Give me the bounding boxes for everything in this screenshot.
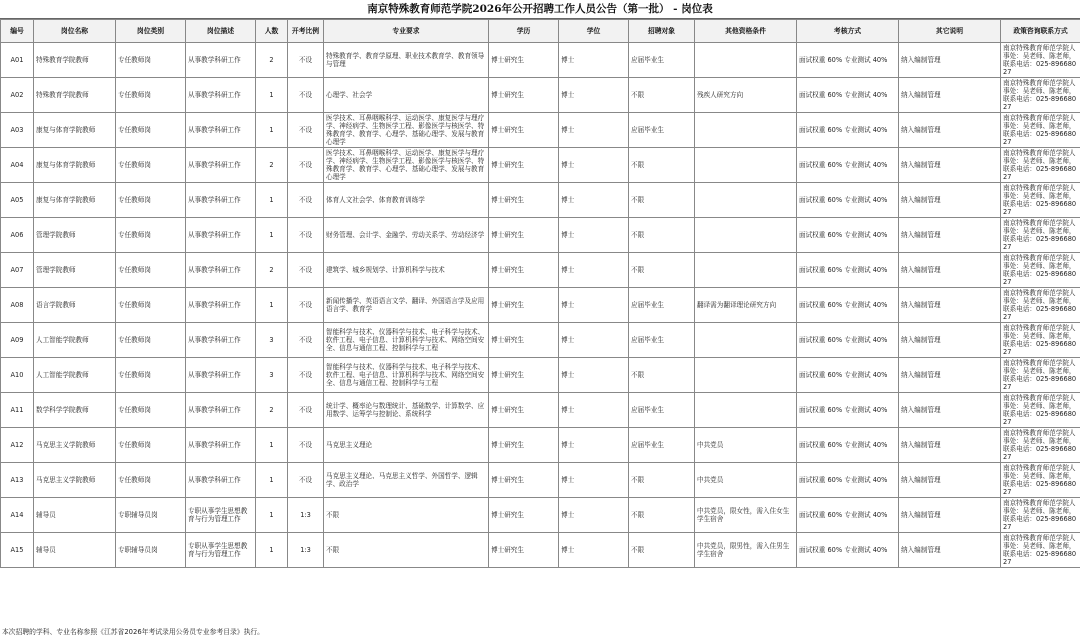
position-description-cell: 从事教学科研工作 [186, 358, 256, 393]
recruit-target-cell: 不限 [629, 533, 695, 568]
column-header: 编号 [1, 20, 34, 43]
assessment-method-cell: 面试权重 60% 专业测试 40% [797, 323, 899, 358]
table-row [1, 183, 1080, 218]
position-name-cell: 特殊教育学院教师 [34, 78, 116, 113]
exam-ratio-cell: 不设 [288, 183, 324, 218]
degree-cell: 博士 [559, 358, 629, 393]
position-category-cell: 专任教师岗 [116, 183, 186, 218]
assessment-method-cell: 面试权重 60% 专业测试 40% [797, 183, 899, 218]
exam-ratio-cell: 1:3 [288, 533, 324, 568]
headcount-cell: 1 [256, 463, 288, 498]
table-row [1, 428, 1080, 463]
major-requirement-cell: 医学技术、耳鼻咽喉科学、运动医学、康复医学与理疗学、神经病学、生物医学工程、影像医学与核医学、特殊教育学、教育学、心理学、基础心理学、发展与教育心理学 [324, 148, 489, 183]
contact-cell: 南京特殊教育师范学院人事处：吴老师、陈老师，联系电话：025-89668027 [1001, 148, 1080, 183]
degree-cell: 博士 [559, 253, 629, 288]
education-cell: 博士研究生 [489, 218, 559, 253]
recruit-target-cell: 不限 [629, 253, 695, 288]
other-note-cell: 纳入编制管理 [899, 288, 1001, 323]
position-name-cell: 人工智能学院教师 [34, 323, 116, 358]
position-category-cell: 专任教师岗 [116, 253, 186, 288]
position-category-cell: 专任教师岗 [116, 43, 186, 78]
major-requirement-cell: 统计学、概率论与数理统计、基础数学、计算数学、应用数学、运筹学与控制论、系统科学 [324, 393, 489, 428]
position-description-cell: 从事教学科研工作 [186, 428, 256, 463]
position-description-cell: 从事教学科研工作 [186, 78, 256, 113]
education-cell: 博士研究生 [489, 78, 559, 113]
other-requirement-cell: 中共党员，限男性，需入住男生学生宿舍 [695, 533, 797, 568]
column-header: 岗位描述 [186, 20, 256, 43]
position-name-cell: 辅导员 [34, 498, 116, 533]
table-row [1, 218, 1080, 253]
position-category-cell: 专任教师岗 [116, 288, 186, 323]
headcount-cell: 1 [256, 533, 288, 568]
position-name-cell: 管理学院教师 [34, 218, 116, 253]
recruit-target-cell: 不限 [629, 148, 695, 183]
code-cell: A01 [1, 43, 34, 78]
position-description-cell: 从事教学科研工作 [186, 148, 256, 183]
assessment-method-cell: 面试权重 60% 专业测试 40% [797, 533, 899, 568]
table-row [1, 393, 1080, 428]
other-requirement-cell [695, 43, 797, 78]
other-requirement-cell [695, 253, 797, 288]
other-requirement-cell: 中共党员，限女性，需入住女生学生宿舍 [695, 498, 797, 533]
code-cell: A11 [1, 393, 34, 428]
education-cell: 博士研究生 [489, 463, 559, 498]
recruit-target-cell: 应届毕业生 [629, 393, 695, 428]
table-row [1, 323, 1080, 358]
position-category-cell: 专任教师岗 [116, 323, 186, 358]
column-header: 考核方式 [797, 20, 899, 43]
column-header: 其他资格条件 [695, 20, 797, 43]
headcount-cell: 1 [256, 498, 288, 533]
code-cell: A14 [1, 498, 34, 533]
position-description-cell: 从事教学科研工作 [186, 113, 256, 148]
other-requirement-cell: 残疾人研究方向 [695, 78, 797, 113]
other-note-cell: 纳入编制管理 [899, 218, 1001, 253]
headcount-cell: 1 [256, 428, 288, 463]
contact-cell: 南京特殊教育师范学院人事处：吴老师、陈老师，联系电话：025-89668027 [1001, 393, 1080, 428]
code-cell: A12 [1, 428, 34, 463]
education-cell: 博士研究生 [489, 393, 559, 428]
recruit-target-cell: 应届毕业生 [629, 428, 695, 463]
major-requirement-cell: 心理学、社会学 [324, 78, 489, 113]
column-header: 人数 [256, 20, 288, 43]
major-requirement-cell: 智能科学与技术、仪器科学与技术、电子科学与技术、软件工程、电子信息、计算机科学与技术、网络空间安全、信息与通信工程、控制科学与工程 [324, 358, 489, 393]
position-category-cell: 专任教师岗 [116, 113, 186, 148]
position-name-cell: 辅导员 [34, 533, 116, 568]
code-cell: A13 [1, 463, 34, 498]
major-requirement-cell: 建筑学、城乡规划学、计算机科学与技术 [324, 253, 489, 288]
other-note-cell: 纳入编制管理 [899, 323, 1001, 358]
assessment-method-cell: 面试权重 60% 专业测试 40% [797, 78, 899, 113]
other-requirement-cell [695, 358, 797, 393]
exam-ratio-cell: 不设 [288, 113, 324, 148]
position-name-cell: 康复与体育学院教师 [34, 148, 116, 183]
position-description-cell: 从事教学科研工作 [186, 323, 256, 358]
recruit-target-cell: 不限 [629, 498, 695, 533]
degree-cell: 博士 [559, 428, 629, 463]
headcount-cell: 3 [256, 323, 288, 358]
exam-ratio-cell: 不设 [288, 218, 324, 253]
position-description-cell: 从事教学科研工作 [186, 183, 256, 218]
position-name-cell: 管理学院教师 [34, 253, 116, 288]
exam-ratio-cell: 1:3 [288, 498, 324, 533]
exam-ratio-cell: 不设 [288, 253, 324, 288]
position-category-cell: 专任教师岗 [116, 358, 186, 393]
headcount-cell: 1 [256, 78, 288, 113]
exam-ratio-cell: 不设 [288, 393, 324, 428]
code-cell: A04 [1, 148, 34, 183]
position-description-cell: 从事教学科研工作 [186, 218, 256, 253]
other-requirement-cell [695, 148, 797, 183]
exam-ratio-cell: 不设 [288, 43, 324, 78]
degree-cell: 博士 [559, 113, 629, 148]
column-header: 岗位类别 [116, 20, 186, 43]
other-note-cell: 纳入编制管理 [899, 253, 1001, 288]
position-category-cell: 专职辅导员岗 [116, 498, 186, 533]
position-name-cell: 人工智能学院教师 [34, 358, 116, 393]
major-requirement-cell: 马克思主义理论、马克思主义哲学、外国哲学、逻辑学、政治学 [324, 463, 489, 498]
column-header: 学历 [489, 20, 559, 43]
contact-cell: 南京特殊教育师范学院人事处：吴老师、陈老师，联系电话：025-89668027 [1001, 43, 1080, 78]
headcount-cell: 2 [256, 393, 288, 428]
contact-cell: 南京特殊教育师范学院人事处：吴老师、陈老师，联系电话：025-89668027 [1001, 183, 1080, 218]
other-note-cell: 纳入编制管理 [899, 463, 1001, 498]
assessment-method-cell: 面试权重 60% 专业测试 40% [797, 463, 899, 498]
contact-cell: 南京特殊教育师范学院人事处：吴老师、陈老师，联系电话：025-89668027 [1001, 428, 1080, 463]
headcount-cell: 2 [256, 148, 288, 183]
headcount-cell: 2 [256, 43, 288, 78]
position-description-cell: 从事教学科研工作 [186, 288, 256, 323]
contact-cell: 南京特殊教育师范学院人事处：吴老师、陈老师，联系电话：025-89668027 [1001, 498, 1080, 533]
assessment-method-cell: 面试权重 60% 专业测试 40% [797, 358, 899, 393]
assessment-method-cell: 面试权重 60% 专业测试 40% [797, 288, 899, 323]
assessment-method-cell: 面试权重 60% 专业测试 40% [797, 253, 899, 288]
table-row [1, 148, 1080, 183]
other-note-cell: 纳入编制管理 [899, 78, 1001, 113]
education-cell: 博士研究生 [489, 253, 559, 288]
degree-cell: 博士 [559, 43, 629, 78]
major-requirement-cell: 新闻传播学、英语语言文学、翻译、外国语言学及应用语言学、教育学 [324, 288, 489, 323]
exam-ratio-cell: 不设 [288, 428, 324, 463]
other-note-cell: 纳入编制管理 [899, 498, 1001, 533]
footnote: 本次招聘的学科、专业名称参照《江苏省2026年考试录用公务员专业参考目录》执行。 [2, 628, 264, 636]
recruit-target-cell: 不限 [629, 463, 695, 498]
degree-cell: 博士 [559, 323, 629, 358]
positions-table [0, 19, 1080, 568]
position-name-cell: 特殊教育学院教师 [34, 43, 116, 78]
code-cell: A02 [1, 78, 34, 113]
major-requirement-cell: 不限 [324, 498, 489, 533]
column-header: 政策咨询联系方式 [1001, 20, 1080, 43]
position-name-cell: 康复与体育学院教师 [34, 113, 116, 148]
education-cell: 博士研究生 [489, 358, 559, 393]
assessment-method-cell: 面试权重 60% 专业测试 40% [797, 498, 899, 533]
recruit-target-cell: 应届毕业生 [629, 43, 695, 78]
education-cell: 博士研究生 [489, 288, 559, 323]
other-requirement-cell [695, 113, 797, 148]
assessment-method-cell: 面试权重 60% 专业测试 40% [797, 43, 899, 78]
position-category-cell: 专任教师岗 [116, 393, 186, 428]
education-cell: 博士研究生 [489, 148, 559, 183]
position-description-cell: 从事教学科研工作 [186, 253, 256, 288]
exam-ratio-cell: 不设 [288, 78, 324, 113]
education-cell: 博士研究生 [489, 113, 559, 148]
other-requirement-cell [695, 218, 797, 253]
position-description-cell: 从事教学科研工作 [186, 463, 256, 498]
table-row [1, 78, 1080, 113]
other-requirement-cell: 翻译需为翻译理论研究方向 [695, 288, 797, 323]
headcount-cell: 1 [256, 183, 288, 218]
column-header: 学位 [559, 20, 629, 43]
headcount-cell: 1 [256, 218, 288, 253]
contact-cell: 南京特殊教育师范学院人事处：吴老师、陈老师，联系电话：025-89668027 [1001, 533, 1080, 568]
exam-ratio-cell: 不设 [288, 323, 324, 358]
contact-cell: 南京特殊教育师范学院人事处：吴老师、陈老师，联系电话：025-89668027 [1001, 463, 1080, 498]
code-cell: A05 [1, 183, 34, 218]
contact-cell: 南京特殊教育师范学院人事处：吴老师、陈老师，联系电话：025-89668027 [1001, 358, 1080, 393]
degree-cell: 博士 [559, 498, 629, 533]
table-header-row [1, 20, 1080, 43]
position-description-cell: 专职从事学生思想教育与行为管理工作 [186, 533, 256, 568]
recruit-target-cell: 应届毕业生 [629, 323, 695, 358]
degree-cell: 博士 [559, 393, 629, 428]
recruit-target-cell: 不限 [629, 183, 695, 218]
other-note-cell: 纳入编制管理 [899, 533, 1001, 568]
position-category-cell: 专任教师岗 [116, 428, 186, 463]
other-requirement-cell: 中共党员 [695, 428, 797, 463]
table-row [1, 43, 1080, 78]
recruit-target-cell: 不限 [629, 78, 695, 113]
degree-cell: 博士 [559, 183, 629, 218]
position-category-cell: 专任教师岗 [116, 218, 186, 253]
headcount-cell: 1 [256, 113, 288, 148]
table-row [1, 498, 1080, 533]
column-header: 专业要求 [324, 20, 489, 43]
code-cell: A07 [1, 253, 34, 288]
education-cell: 博士研究生 [489, 428, 559, 463]
column-header: 其它说明 [899, 20, 1001, 43]
other-requirement-cell [695, 183, 797, 218]
contact-cell: 南京特殊教育师范学院人事处：吴老师、陈老师，联系电话：025-89668027 [1001, 253, 1080, 288]
headcount-cell: 1 [256, 288, 288, 323]
assessment-method-cell: 面试权重 60% 专业测试 40% [797, 393, 899, 428]
table-body [1, 43, 1080, 568]
table-row [1, 358, 1080, 393]
other-note-cell: 纳入编制管理 [899, 183, 1001, 218]
major-requirement-cell: 不限 [324, 533, 489, 568]
code-cell: A10 [1, 358, 34, 393]
exam-ratio-cell: 不设 [288, 358, 324, 393]
code-cell: A03 [1, 113, 34, 148]
major-requirement-cell: 智能科学与技术、仪器科学与技术、电子科学与技术、软件工程、电子信息、计算机科学与技术、网络空间安全、信息与通信工程、控制科学与工程 [324, 323, 489, 358]
degree-cell: 博士 [559, 78, 629, 113]
position-description-cell: 专职从事学生思想教育与行为管理工作 [186, 498, 256, 533]
degree-cell: 博士 [559, 288, 629, 323]
other-note-cell: 纳入编制管理 [899, 393, 1001, 428]
recruit-target-cell: 不限 [629, 358, 695, 393]
contact-cell: 南京特殊教育师范学院人事处：吴老师、陈老师，联系电话：025-89668027 [1001, 323, 1080, 358]
other-note-cell: 纳入编制管理 [899, 113, 1001, 148]
position-description-cell: 从事教学科研工作 [186, 43, 256, 78]
exam-ratio-cell: 不设 [288, 288, 324, 323]
exam-ratio-cell: 不设 [288, 148, 324, 183]
major-requirement-cell: 马克思主义理论 [324, 428, 489, 463]
position-name-cell: 数学科学学院教师 [34, 393, 116, 428]
degree-cell: 博士 [559, 148, 629, 183]
assessment-method-cell: 面试权重 60% 专业测试 40% [797, 113, 899, 148]
code-cell: A15 [1, 533, 34, 568]
contact-cell: 南京特殊教育师范学院人事处：吴老师、陈老师，联系电话：025-89668027 [1001, 288, 1080, 323]
position-name-cell: 马克思主义学院教师 [34, 428, 116, 463]
recruit-target-cell: 不限 [629, 218, 695, 253]
code-cell: A08 [1, 288, 34, 323]
headcount-cell: 2 [256, 253, 288, 288]
headcount-cell: 3 [256, 358, 288, 393]
position-category-cell: 专任教师岗 [116, 78, 186, 113]
recruit-target-cell: 应届毕业生 [629, 288, 695, 323]
assessment-method-cell: 面试权重 60% 专业测试 40% [797, 218, 899, 253]
position-name-cell: 马克思主义学院教师 [34, 463, 116, 498]
position-name-cell: 康复与体育学院教师 [34, 183, 116, 218]
other-note-cell: 纳入编制管理 [899, 428, 1001, 463]
recruit-target-cell: 应届毕业生 [629, 113, 695, 148]
table-row [1, 288, 1080, 323]
major-requirement-cell: 医学技术、耳鼻咽喉科学、运动医学、康复医学与理疗学、神经病学、生物医学工程、影像医学与核医学、特殊教育学、教育学、心理学、基础心理学、发展与教育心理学 [324, 113, 489, 148]
education-cell: 博士研究生 [489, 498, 559, 533]
education-cell: 博士研究生 [489, 323, 559, 358]
other-requirement-cell [695, 323, 797, 358]
position-description-cell: 从事教学科研工作 [186, 393, 256, 428]
position-category-cell: 专任教师岗 [116, 148, 186, 183]
education-cell: 博士研究生 [489, 533, 559, 568]
table-row [1, 113, 1080, 148]
code-cell: A06 [1, 218, 34, 253]
major-requirement-cell: 体育人文社会学、体育教育训练学 [324, 183, 489, 218]
other-requirement-cell [695, 393, 797, 428]
code-cell: A09 [1, 323, 34, 358]
contact-cell: 南京特殊教育师范学院人事处：吴老师、陈老师，联系电话：025-89668027 [1001, 113, 1080, 148]
position-name-cell: 语言学院教师 [34, 288, 116, 323]
other-note-cell: 纳入编制管理 [899, 148, 1001, 183]
education-cell: 博士研究生 [489, 43, 559, 78]
column-header: 岗位名称 [34, 20, 116, 43]
assessment-method-cell: 面试权重 60% 专业测试 40% [797, 148, 899, 183]
table-row [1, 533, 1080, 568]
page-title: 南京特殊教育师范学院2026年公开招聘工作人员公告（第一批） - 岗位表 [0, 0, 1080, 19]
exam-ratio-cell: 不设 [288, 463, 324, 498]
major-requirement-cell: 特殊教育学、教育学原理、职业技术教育学、教育领导与管理 [324, 43, 489, 78]
position-category-cell: 专任教师岗 [116, 463, 186, 498]
other-note-cell: 纳入编制管理 [899, 358, 1001, 393]
table-row [1, 463, 1080, 498]
other-requirement-cell: 中共党员 [695, 463, 797, 498]
position-category-cell: 专职辅导员岗 [116, 533, 186, 568]
contact-cell: 南京特殊教育师范学院人事处：吴老师、陈老师，联系电话：025-89668027 [1001, 78, 1080, 113]
degree-cell: 博士 [559, 218, 629, 253]
assessment-method-cell: 面试权重 60% 专业测试 40% [797, 428, 899, 463]
major-requirement-cell: 财务管理、会计学、金融学、劳动关系学、劳动经济学 [324, 218, 489, 253]
education-cell: 博士研究生 [489, 183, 559, 218]
table-row [1, 253, 1080, 288]
degree-cell: 博士 [559, 463, 629, 498]
degree-cell: 博士 [559, 533, 629, 568]
other-note-cell: 纳入编制管理 [899, 43, 1001, 78]
contact-cell: 南京特殊教育师范学院人事处：吴老师、陈老师，联系电话：025-89668027 [1001, 218, 1080, 253]
column-header: 招聘对象 [629, 20, 695, 43]
column-header: 开考比例 [288, 20, 324, 43]
